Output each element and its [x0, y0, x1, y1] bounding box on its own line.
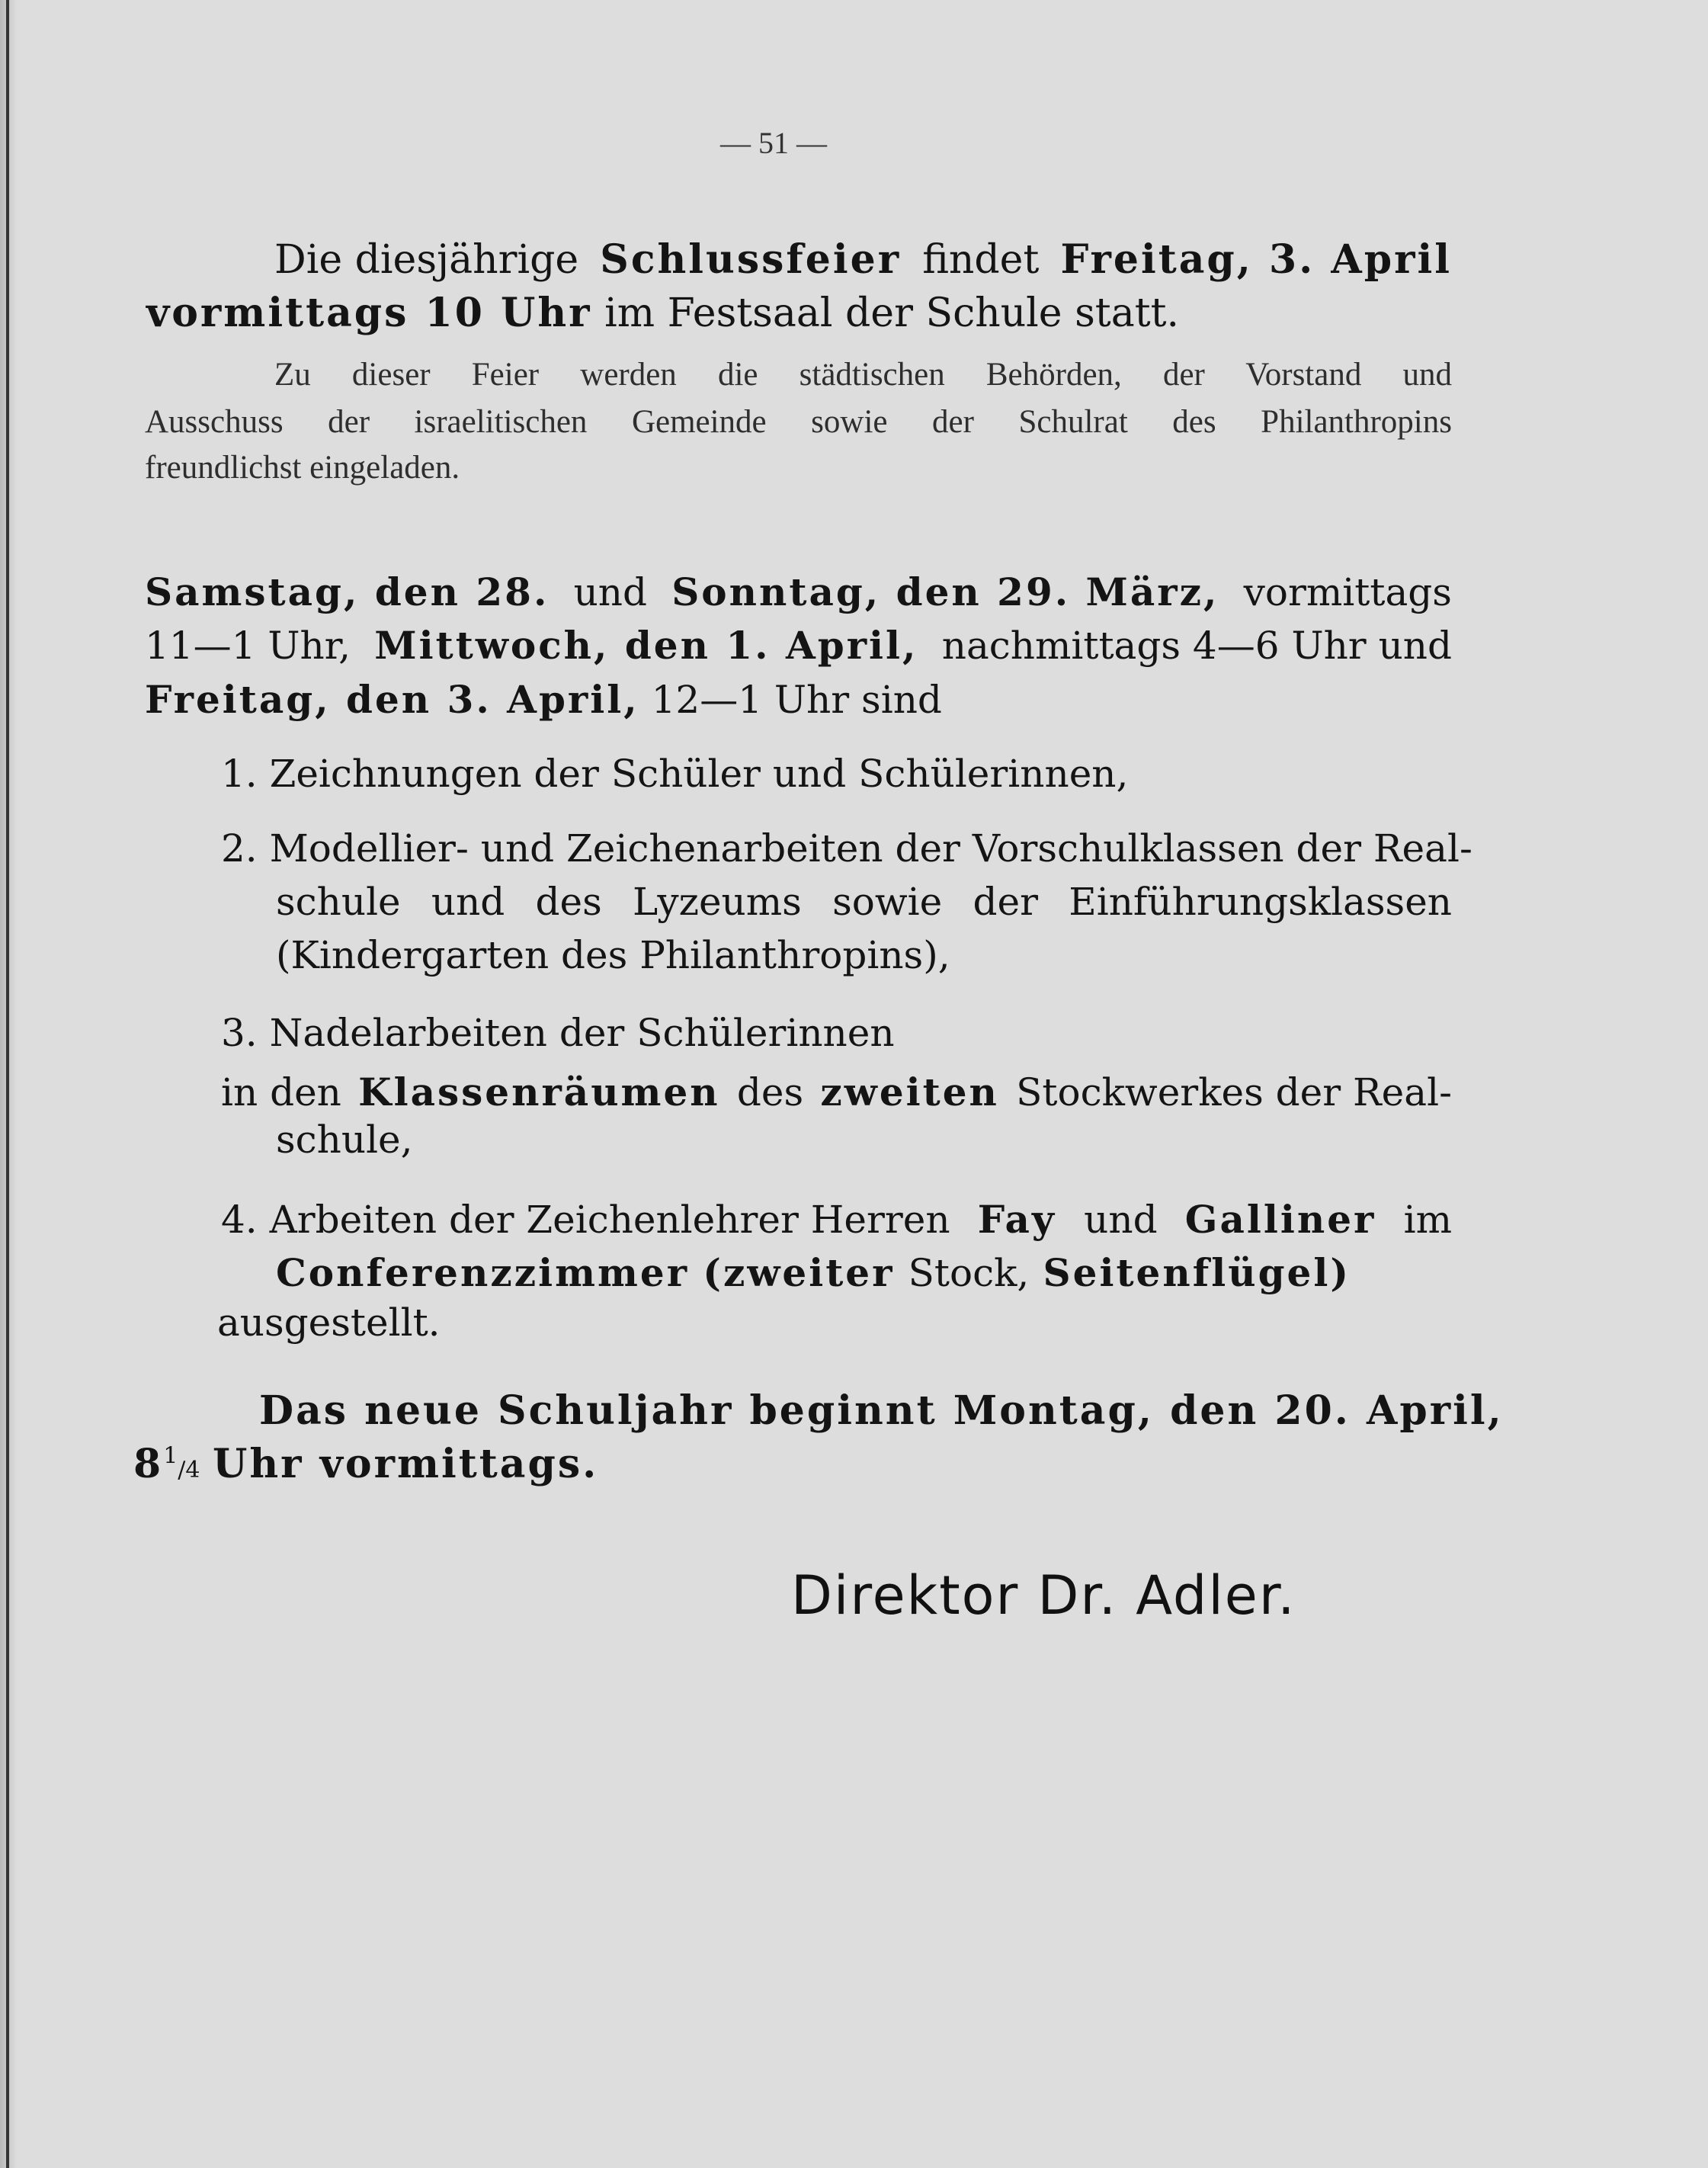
list-item-1: 1. Zeichnungen der Schüler und Schülerinnen,: [221, 752, 1129, 796]
list-item-2-line3: (Kindergarten des Philanthropins),: [276, 933, 950, 977]
para3-text-vormittags: vormittags: [1243, 570, 1452, 614]
para2-line1: Zu dieser Feier werden die städtischen Behörden, der Vorstand und: [274, 357, 1452, 393]
list-item-2-line1: 2. Modellier- und Zeichenarbeiten der Vorschulklassen der Real-: [221, 826, 1472, 871]
item4-bold-galliner: Galliner: [1184, 1197, 1376, 1242]
list-item-3-line3: schule,: [276, 1118, 413, 1162]
para3-text-sind: 12—1 Uhr sind: [651, 678, 942, 722]
para3-text-und: und: [573, 570, 647, 614]
para3-bold-sonntag: Sonntag, den 29. März,: [671, 569, 1219, 614]
list-item-4-line3: ausgestellt.: [217, 1300, 441, 1345]
list-item-4-line1: [221, 1197, 1452, 1242]
para3-line1: [145, 569, 1452, 614]
para4-hour-sup: 1: [163, 1442, 178, 1470]
para2-line3: freundlichst eingeladen.: [145, 450, 460, 486]
item3-text-stockwerkes: Stockwerkes der Real-: [1016, 1070, 1452, 1114]
item3-bold-zweiten: zweiten: [820, 1070, 999, 1114]
item4-bold-zweiter: (zweiter: [703, 1250, 895, 1295]
para3-bold-mittwoch: Mittwoch, den 1. April,: [374, 623, 918, 668]
item4-bold-fay: Fay: [977, 1197, 1056, 1242]
para1-bold-time: vormittags 10 Uhr: [146, 290, 592, 336]
para1-text-c: findet: [922, 237, 1040, 283]
para1-line2: [146, 290, 1180, 336]
item4-bold-seitenfluegel: Seitenflügel): [1043, 1250, 1351, 1295]
para4-bold-uhr-vormittags: Uhr vormittags.: [213, 1441, 599, 1487]
item4-text-im: im: [1403, 1198, 1452, 1242]
para2-line2: Ausschuss der israelitischen Gemeinde sowie der Schulrat des Philanthropins: [145, 404, 1452, 440]
para1-line1: [274, 236, 1452, 283]
para4-bold-schuljahr: Das neue Schuljahr beginnt Montag, den 20. April,: [259, 1387, 1504, 1434]
item3-text-in-den: in den: [221, 1070, 341, 1114]
item3-text-des: des: [736, 1070, 804, 1114]
item4-bold-conferenzzimmer: Conferenzzimmer: [276, 1250, 690, 1295]
page-edge-line: [6, 0, 9, 2168]
para1-text-a: Die diesjährige: [274, 237, 579, 283]
para1-bold-date: Freitag, 3. April: [1060, 236, 1452, 283]
para1-text-end: im Festsaal der Schule statt.: [604, 290, 1180, 336]
para4-line2: [133, 1441, 599, 1487]
para3-bold-freitag: Freitag, den 3. April,: [145, 677, 639, 722]
item4-text-stock: Stock,: [908, 1251, 1030, 1295]
para3-line3: [145, 677, 942, 722]
item4-text-und: und: [1084, 1198, 1158, 1242]
para3-line2: [145, 623, 1452, 668]
para3-bold-samstag: Samstag, den 28.: [145, 569, 550, 614]
para4-bold-hour-num: 8: [133, 1441, 164, 1487]
list-item-3-line2: [221, 1070, 1452, 1114]
signature: Direktor Dr. Adler.: [791, 1564, 1296, 1627]
page-number: — 51 —: [720, 126, 827, 160]
list-item-2-line2: schule und des Lyzeums sowie der Einführungsklassen: [276, 880, 1452, 924]
para4-line1: [259, 1387, 1504, 1434]
item4-text-arbeiten: 4. Arbeiten der Zeichenlehrer Herren: [221, 1198, 950, 1242]
list-item-3-line1: 3. Nadelarbeiten der Schülerinnen: [221, 1011, 895, 1055]
list-item-4-line2: [276, 1250, 1351, 1295]
para3-text-nachmittags: nachmittags 4—6 Uhr und: [941, 624, 1452, 668]
item3-bold-klassenraeumen: Klassenräumen: [358, 1070, 720, 1114]
para1-bold-schlussfeier: Schlussfeier: [600, 236, 902, 283]
para3-text-time: 11—1 Uhr,: [145, 624, 351, 668]
para4-hour-fraction: /4: [178, 1457, 200, 1483]
